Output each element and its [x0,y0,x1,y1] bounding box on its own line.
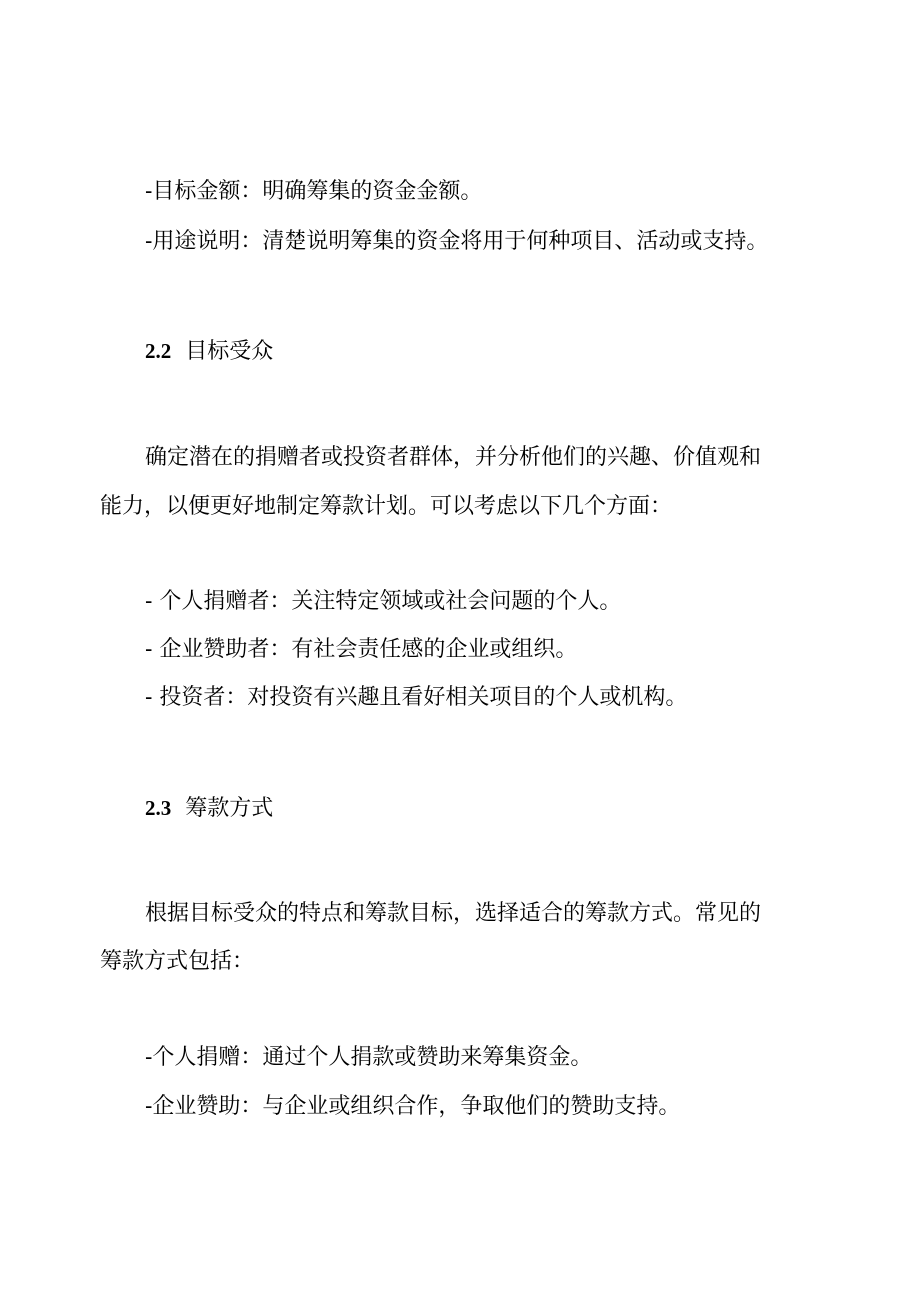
list-item-corporate-sponsor: - 企业赞助者：有社会责任感的企业或组织。 [145,637,578,662]
paragraph-line: 能力，以便更好地制定筹款计划。可以考虑以下几个方面： [100,494,673,519]
heading-2-2 [145,338,273,365]
list-item-individual-donation: -个人捐赠：通过个人捐款或赞助来筹集资金。 [145,1045,593,1070]
heading-2-3 [145,795,273,822]
heading-title: 目标受众 [185,339,274,364]
heading-title: 筹款方式 [185,796,274,821]
list-item-investor: - 投资者：对投资有兴趣且看好相关项目的个人或机构。 [145,685,688,710]
list-item-purpose: -用途说明：清楚说明筹集的资金将用于何种项目、活动或支持。 [145,229,769,254]
paragraph-line: 确定潜在的捐赠者或投资者群体，并分析他们的兴趣、价值观和 [145,445,762,470]
heading-number: 2.3 [145,796,172,820]
paragraph-line: 根据目标受众的特点和筹款目标，选择适合的筹款方式。常见的 [145,901,762,926]
list-item-corporate-sponsorship: -企业赞助：与企业或组织合作，争取他们的赞助支持。 [145,1094,681,1119]
list-item-individual-donor: - 个人捐赠者：关注特定领域或社会问题的个人。 [145,589,622,614]
heading-number: 2.2 [145,339,172,363]
list-item-target-amount: -目标金额：明确筹集的资金金额。 [145,179,483,204]
paragraph-line: 筹款方式包括： [100,949,255,974]
